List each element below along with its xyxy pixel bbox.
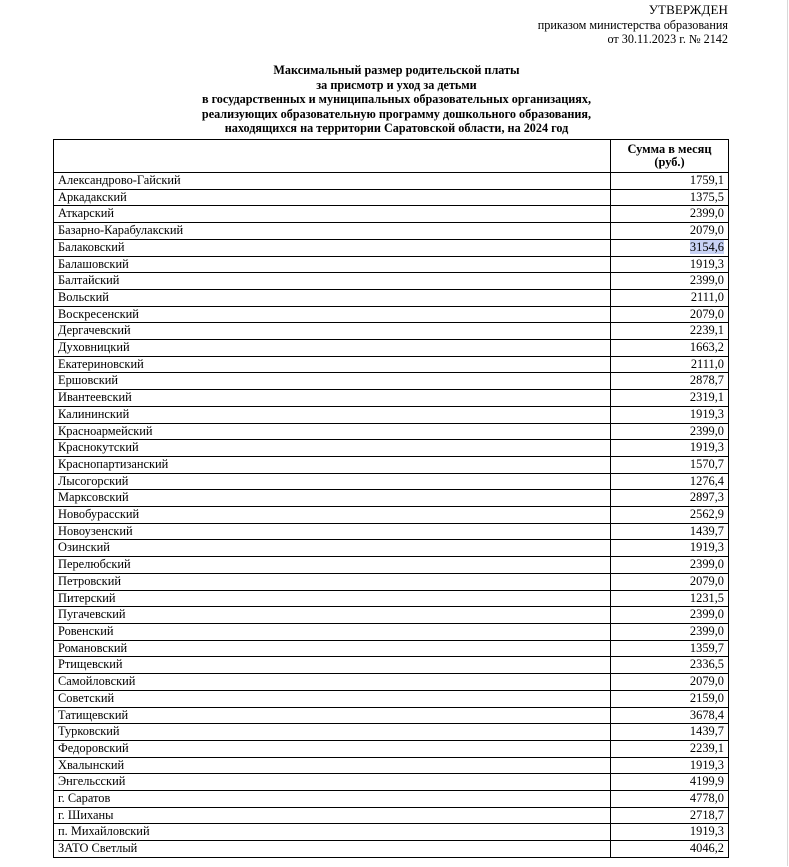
monthly-sum-value: 1570,7 (689, 456, 724, 471)
table-row (54, 306, 729, 323)
monthly-sum-cell (611, 423, 729, 440)
table-row (54, 540, 729, 557)
monthly-sum-value: 2562,9 (689, 507, 724, 522)
table-row (54, 456, 729, 473)
monthly-sum-value: 2239,1 (689, 740, 724, 755)
title-line: в государственных и муниципальных образовательных организациях, (201, 92, 592, 107)
monthly-sum-value: 2336,5 (689, 657, 724, 672)
monthly-sum-value: 1375,5 (689, 189, 724, 204)
header-name-cell (54, 140, 611, 173)
monthly-sum-value: 2159,0 (689, 690, 724, 705)
district-name-cell: Александрово-Гайский (54, 173, 611, 190)
table-row (54, 791, 729, 808)
table-row (54, 841, 729, 858)
monthly-sum-value: 2399,0 (689, 557, 724, 572)
district-name-cell: Красноармейский (54, 423, 611, 440)
table-row (54, 640, 729, 657)
district-name-cell: Базарно-Карабулакский (54, 223, 611, 240)
monthly-sum-cell (611, 674, 729, 691)
title-line: находящихся на территории Саратовской области, на 2024 год (224, 121, 569, 136)
header-sum-unit: (руб.) (654, 155, 685, 169)
header-sum-label: Сумма в месяц (627, 141, 712, 156)
table-row (54, 490, 729, 507)
monthly-sum-value-selected: 3154,6 (689, 239, 724, 254)
district-name-cell: Аткарский (54, 206, 611, 223)
monthly-sum-value: 2079,0 (689, 223, 724, 238)
district-name-cell: Советский (54, 690, 611, 707)
monthly-sum-cell (611, 791, 729, 808)
monthly-sum-value: 2399,0 (689, 206, 724, 221)
monthly-sum-value: 1919,3 (689, 440, 724, 455)
district-name-cell: Новоузенский (54, 523, 611, 540)
monthly-sum-cell (611, 356, 729, 373)
monthly-sum-value: 2111,0 (690, 356, 724, 371)
table-row (54, 173, 729, 190)
district-name-cell: Марксовский (54, 490, 611, 507)
monthly-sum-cell (611, 340, 729, 357)
monthly-sum-cell (611, 440, 729, 457)
monthly-sum-cell (611, 724, 729, 741)
monthly-sum-value: 1919,3 (689, 757, 724, 772)
monthly-sum-cell (611, 507, 729, 524)
district-name-cell: Краснопартизанский (54, 456, 611, 473)
table-row (54, 557, 729, 574)
table-row (54, 740, 729, 757)
monthly-sum-value: 2319,1 (689, 390, 724, 405)
monthly-sum-value: 1759,1 (689, 173, 724, 187)
approval-date-line: от 30.11.2023 г. № 2142 (607, 32, 728, 46)
table-row (54, 440, 729, 457)
district-name-cell: г. Саратов (54, 791, 611, 808)
district-name-cell: п. Михайловский (54, 824, 611, 841)
district-name-cell: Ивантеевский (54, 390, 611, 407)
monthly-sum-cell (611, 239, 729, 256)
district-name-cell: Вольский (54, 289, 611, 306)
monthly-sum-value: 2079,0 (689, 306, 724, 321)
district-name-cell: Татищевский (54, 707, 611, 724)
district-name-cell: Краснокутский (54, 440, 611, 457)
monthly-sum-value: 1231,5 (689, 590, 724, 605)
table-row (54, 373, 729, 390)
table-header-row (54, 140, 729, 173)
approval-stamp: УТВЕРЖДЕН (648, 2, 728, 17)
monthly-sum-value: 2079,0 (689, 573, 724, 588)
monthly-sum-cell (611, 523, 729, 540)
district-name-cell: Перелюбский (54, 557, 611, 574)
district-name-cell: Балтайский (54, 273, 611, 290)
monthly-sum-cell (611, 623, 729, 640)
table-row (54, 824, 729, 841)
monthly-sum-cell (611, 206, 729, 223)
monthly-sum-cell (611, 390, 729, 407)
table-row (54, 356, 729, 373)
table-row (54, 473, 729, 490)
monthly-sum-value: 2718,7 (689, 807, 724, 822)
table-row (54, 239, 729, 256)
district-name-cell: Воскресенский (54, 306, 611, 323)
title-line: Максимальный размер родительской платы (273, 63, 520, 77)
monthly-sum-value: 2399,0 (689, 423, 724, 438)
monthly-sum-value: 2399,0 (689, 607, 724, 622)
monthly-sum-cell (611, 824, 729, 841)
table-row (54, 590, 729, 607)
monthly-sum-cell (611, 740, 729, 757)
monthly-sum-value: 2111,0 (690, 289, 724, 304)
monthly-sum-cell (611, 456, 729, 473)
table-row (54, 273, 729, 290)
district-name-cell: Аркадакский (54, 189, 611, 206)
district-name-cell: Ровенский (54, 623, 611, 640)
monthly-sum-cell (611, 273, 729, 290)
table-row (54, 189, 729, 206)
district-name-cell: Самойловский (54, 674, 611, 691)
district-name-cell: Калининский (54, 406, 611, 423)
district-name-cell: Романовский (54, 640, 611, 657)
monthly-sum-value: 1919,3 (689, 824, 724, 839)
district-name-cell: Федоровский (54, 740, 611, 757)
table-row (54, 707, 729, 724)
district-name-cell: Ершовский (54, 373, 611, 390)
monthly-sum-cell (611, 289, 729, 306)
monthly-sum-value: 1439,7 (689, 724, 724, 739)
district-name-cell: Новобурасский (54, 507, 611, 524)
approval-order-line: приказом министерства образования (537, 17, 728, 32)
title-line: реализующих образовательную программу дошкольного образования, (201, 106, 592, 121)
table-row (54, 390, 729, 407)
table-row (54, 223, 729, 240)
table-row (54, 406, 729, 423)
table-row (54, 323, 729, 340)
monthly-sum-cell (611, 173, 729, 190)
monthly-sum-value: 1439,7 (689, 523, 724, 538)
monthly-sum-cell (611, 774, 729, 791)
monthly-sum-value: 1919,3 (689, 540, 724, 555)
fees-table (53, 139, 729, 858)
district-name-cell: ЗАТО Светлый (54, 841, 611, 858)
monthly-sum-value: 1919,3 (689, 406, 724, 421)
monthly-sum-cell (611, 607, 729, 624)
monthly-sum-value: 4778,0 (689, 791, 724, 806)
table-row (54, 523, 729, 540)
monthly-sum-value: 1359,7 (689, 640, 724, 655)
table-row (54, 607, 729, 624)
monthly-sum-cell (611, 256, 729, 273)
district-name-cell: Ртищевский (54, 657, 611, 674)
monthly-sum-value: 2878,7 (689, 373, 724, 388)
monthly-sum-cell (611, 841, 729, 858)
monthly-sum-cell (611, 807, 729, 824)
monthly-sum-value: 4046,2 (689, 841, 724, 856)
monthly-sum-cell (611, 373, 729, 390)
table-row (54, 757, 729, 774)
table-row (54, 807, 729, 824)
monthly-sum-cell (611, 657, 729, 674)
monthly-sum-value: 2399,0 (689, 623, 724, 638)
district-name-cell: Лысогорский (54, 473, 611, 490)
district-name-cell: Энгельсский (54, 774, 611, 791)
monthly-sum-value: 1276,4 (689, 473, 724, 488)
district-name-cell: Хвалынский (54, 757, 611, 774)
table-row (54, 674, 729, 691)
monthly-sum-value: 3678,4 (689, 707, 724, 722)
table-row (54, 206, 729, 223)
monthly-sum-cell (611, 306, 729, 323)
monthly-sum-cell (611, 223, 729, 240)
monthly-sum-cell (611, 323, 729, 340)
monthly-sum-value: 2897,3 (689, 490, 724, 505)
monthly-sum-cell (611, 573, 729, 590)
table-row (54, 724, 729, 741)
table-row (54, 423, 729, 440)
monthly-sum-cell (611, 640, 729, 657)
district-name-cell: Турковский (54, 724, 611, 741)
monthly-sum-cell (611, 757, 729, 774)
monthly-sum-value: 4199,9 (689, 774, 724, 789)
monthly-sum-cell (611, 189, 729, 206)
approval-block (538, 3, 728, 47)
monthly-sum-cell (611, 540, 729, 557)
district-name-cell: Дергачевский (54, 323, 611, 340)
monthly-sum-value: 1663,2 (689, 340, 724, 355)
district-name-cell: Озинский (54, 540, 611, 557)
monthly-sum-cell (611, 590, 729, 607)
district-name-cell: Духовницкий (54, 340, 611, 357)
district-name-cell: Екатериновский (54, 356, 611, 373)
monthly-sum-value: 2239,1 (689, 323, 724, 338)
monthly-sum-value: 1919,3 (689, 256, 724, 271)
table-row (54, 256, 729, 273)
table-row (54, 690, 729, 707)
table-row (54, 507, 729, 524)
monthly-sum-cell (611, 490, 729, 507)
monthly-sum-value: 2399,0 (689, 273, 724, 288)
header-sum-cell (611, 140, 729, 173)
district-name-cell: г. Шиханы (54, 807, 611, 824)
table-row (54, 340, 729, 357)
monthly-sum-cell (611, 690, 729, 707)
monthly-sum-value: 2079,0 (689, 674, 724, 689)
monthly-sum-cell (611, 557, 729, 574)
district-name-cell: Балаковский (54, 239, 611, 256)
document-title (0, 63, 789, 136)
title-line: за присмотр и уход за детьми (316, 77, 477, 92)
table-row (54, 623, 729, 640)
monthly-sum-cell (611, 406, 729, 423)
district-name-cell: Пугачевский (54, 607, 611, 624)
monthly-sum-cell (611, 473, 729, 490)
district-name-cell: Балашовский (54, 256, 611, 273)
table-row (54, 657, 729, 674)
monthly-sum-cell (611, 707, 729, 724)
table-body (54, 173, 729, 858)
table-row (54, 289, 729, 306)
district-name-cell: Петровский (54, 573, 611, 590)
table-row (54, 573, 729, 590)
district-name-cell: Питерский (54, 590, 611, 607)
table-row (54, 774, 729, 791)
